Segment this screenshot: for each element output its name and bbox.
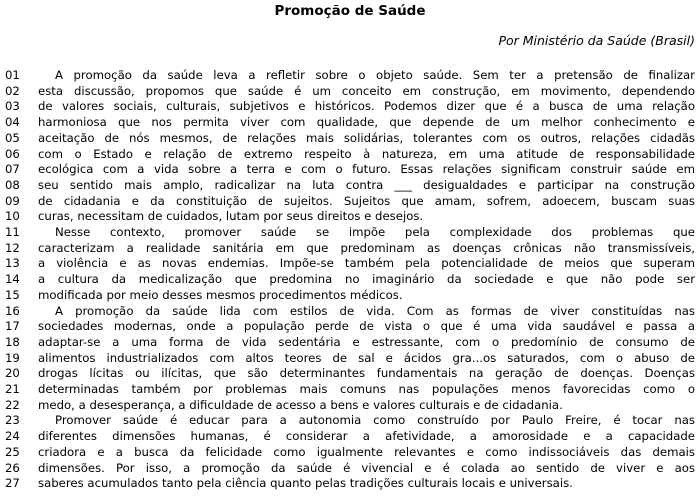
text-line (5, 194, 695, 210)
line-text: drogas lícitas ou ilícitas, que são determinantes fundamentais na geração de doenças. Doenças (38, 366, 695, 381)
text-line (5, 319, 695, 335)
text-line (5, 429, 695, 445)
text-line (5, 131, 695, 147)
text-line (5, 241, 695, 257)
line-text: Nesse contexto, promover saúde se impõe pela complexidade dos problemas que (55, 225, 695, 240)
line-text: de cidadania e da constituição de sujeitos. Sujeitos que amam, sofrem, adoecem, buscam suas (38, 193, 695, 208)
line-number: 03 (5, 99, 20, 114)
line-text: caracterizam a realidade sanitária em que predominam as doenças crônicas não transmissíveis, (38, 240, 695, 255)
text-line (5, 398, 695, 414)
text-line (5, 178, 695, 194)
line-text: saberes acumulados tanto pela ciência quanto pelas tradições culturais locais e universais. (38, 476, 573, 491)
line-text: ecológica com a vida sobre a terra e com o futuro. Essas relações significam construir saúde em (38, 162, 695, 177)
text-line (5, 68, 695, 84)
line-text: alimentos industrializados com altos teores de sal e ácidos gra...os saturados, com o abuso de (38, 350, 695, 365)
line-text: medo, a desesperança, a dificuldade de acesso a bens e valores culturais e de cidadania. (38, 397, 563, 412)
text-line (5, 147, 695, 163)
line-number: 10 (5, 209, 20, 224)
text-line (5, 413, 695, 429)
line-number: 24 (5, 429, 20, 444)
line-number: 14 (5, 272, 20, 287)
line-number: 06 (5, 146, 20, 161)
line-number: 27 (5, 476, 20, 491)
line-text: aceitação de nós mesmos, de relações mais solidárias, tolerantes com os outros, relações cidadãs (38, 130, 695, 145)
line-text: Promover saúde é educar para a autonomia como construído por Paulo Freire, é tocar nas (55, 413, 695, 428)
line-number: 21 (5, 382, 20, 397)
line-text: criadora e a busca da felicidade como igualmente relevantes e como indissociáveis das demais (38, 444, 695, 459)
text-line (5, 162, 695, 178)
document-byline: Por Ministério da Saúde (Brasil) (498, 33, 695, 48)
line-number: 26 (5, 460, 20, 475)
line-number: 25 (5, 444, 20, 459)
text-line (5, 272, 695, 288)
text-line (5, 335, 695, 351)
line-number: 15 (5, 287, 20, 302)
line-number: 09 (5, 193, 20, 208)
line-number: 05 (5, 130, 20, 145)
line-number: 18 (5, 334, 20, 349)
line-number: 19 (5, 350, 20, 365)
text-line (5, 256, 695, 272)
line-text: esta discussão, propomos que saúde é um conceito em construção, em movimento, dependendo (38, 83, 695, 98)
line-number: 08 (5, 177, 20, 192)
text-line (5, 99, 695, 115)
text-line (5, 445, 695, 461)
line-text: determinadas também por problemas mais comuns nas populações menos favorecidas como o (38, 382, 695, 397)
text-line (5, 366, 695, 382)
line-number: 16 (5, 303, 20, 318)
line-text: seu sentido mais amplo, radicalizar na luta contra ___ desigualdades e participar na construção (38, 177, 695, 192)
line-number: 07 (5, 162, 20, 177)
line-text: A promoção da saúde lida com estilos de vida. Com as formas de viver constituídas nas (55, 303, 695, 318)
line-number: 11 (5, 225, 20, 240)
line-text: a violência e as novas endemias. Impõe-se também pela potencialidade de meios que superam (38, 256, 695, 271)
line-number: 04 (5, 115, 20, 130)
line-number: 23 (5, 413, 20, 428)
line-text: curas, necessitam de cuidados, lutam por seus direitos e desejos. (38, 209, 424, 224)
text-line (5, 351, 695, 367)
line-number: 22 (5, 397, 20, 412)
line-text: dimensões. Por isso, a promoção da saúde é vivencial e é colada ao sentido de viver e aos (38, 460, 695, 475)
text-line (5, 461, 695, 477)
line-text: adaptar-se a uma forma de vida sedentária e estressante, com o predomínio de consumo de (38, 334, 695, 349)
line-text: de valores sociais, culturais, subjetivos e históricos. Podemos dizer que é a busca de uma relação (38, 99, 695, 114)
text-line (5, 382, 695, 398)
line-text: sociedades modernas, onde a população perde de vista o que é uma vida saudável e passa a (38, 319, 695, 334)
text-line (5, 115, 695, 131)
text-line (5, 476, 695, 492)
text-line (5, 209, 695, 225)
line-number: 12 (5, 240, 20, 255)
document-title: Promoção de Saúde (274, 3, 426, 19)
line-number: 01 (5, 68, 20, 82)
line-number: 20 (5, 366, 20, 381)
line-number: 17 (5, 319, 20, 334)
text-line (5, 225, 695, 241)
text-line (5, 84, 695, 100)
line-text: harmoniosa que nos permita viver com qualidade, que depende de um melhor conhecimento e (38, 115, 695, 130)
text-line (5, 288, 695, 304)
line-number: 02 (5, 83, 20, 98)
text-line (5, 304, 695, 320)
line-text: com o Estado e relação de extremo respeito à natureza, em uma atitude de responsabilidade (38, 146, 695, 161)
text-body (5, 68, 695, 492)
line-text: diferentes dimensões humanas, é considerar a afetividade, a amorosidade e a capacidade (38, 429, 695, 444)
line-text: a cultura da medicalização que predomina no imaginário da sociedade e que não pode ser (38, 272, 695, 287)
line-text: modificada por meio desses mesmos procedimentos médicos. (38, 287, 403, 302)
line-number: 13 (5, 256, 20, 271)
line-text: A promoção da saúde leva a refletir sobre o objeto saúde. Sem ter a pretensão de finalizar (55, 68, 695, 82)
